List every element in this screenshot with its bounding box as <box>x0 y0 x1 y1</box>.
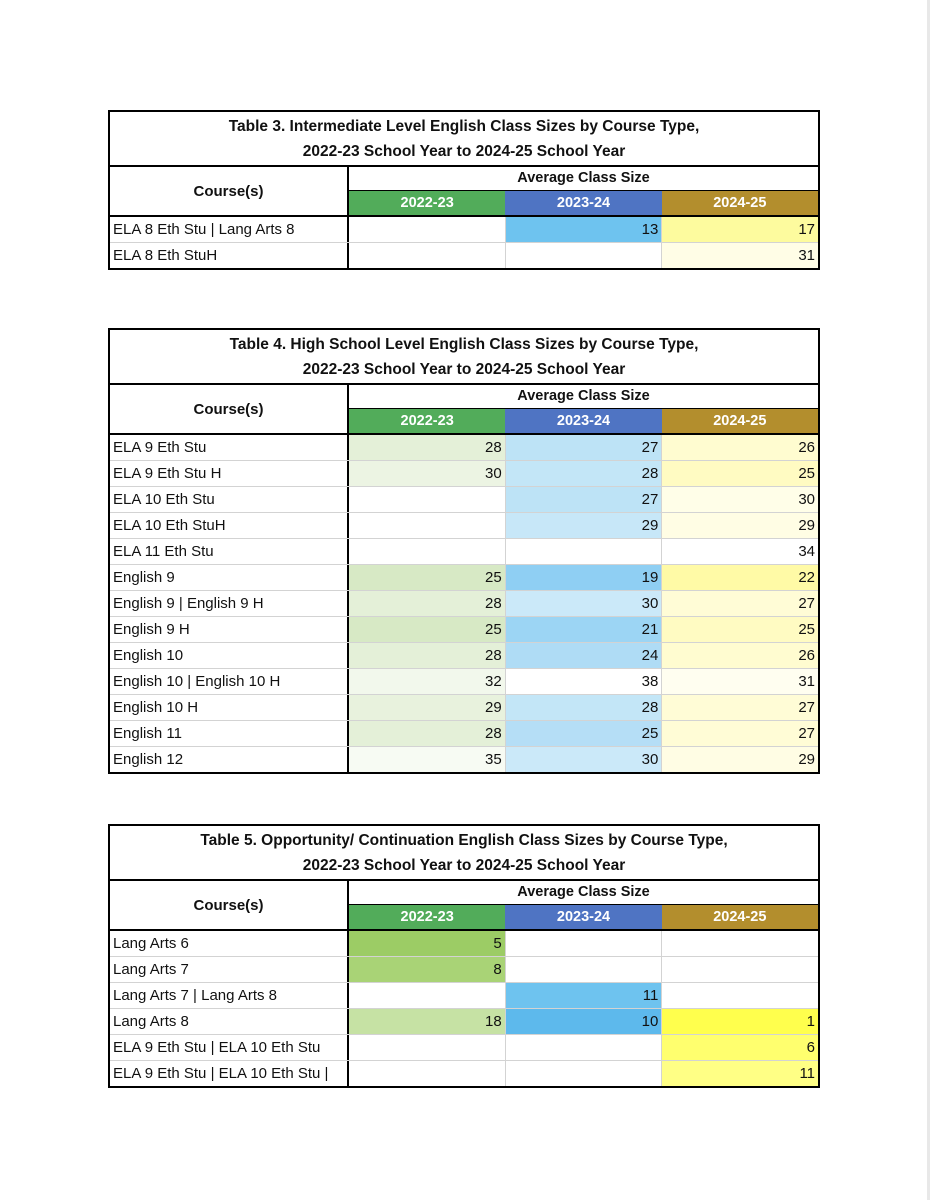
class-size-2023-24: 21 <box>505 617 662 642</box>
class-size-2022-23: 28 <box>349 721 505 746</box>
class-size-2022-23 <box>349 487 505 512</box>
class-size-2022-23: 25 <box>349 617 505 642</box>
class-size-2023-24: 27 <box>505 435 662 460</box>
class-size-2024-25: 27 <box>661 721 818 746</box>
table-row <box>110 435 818 460</box>
table-row <box>110 694 818 720</box>
class-size-2022-23: 25 <box>349 565 505 590</box>
course-name: English 10 H <box>110 695 349 720</box>
class-size-2024-25: 26 <box>661 643 818 668</box>
table-row <box>110 720 818 746</box>
year-header-row <box>349 191 818 215</box>
class-size-2024-25: 25 <box>661 461 818 486</box>
table-3 <box>108 110 820 270</box>
class-size-2022-23 <box>349 1061 505 1086</box>
table-title <box>110 330 818 385</box>
year-header-row <box>349 409 818 433</box>
class-size-2022-23: 28 <box>349 435 505 460</box>
class-size-2023-24: 30 <box>505 747 662 772</box>
class-size-2022-23: 8 <box>349 957 505 982</box>
class-size-2022-23 <box>349 243 505 268</box>
class-size-2024-25: 29 <box>661 747 818 772</box>
year-header-2024-25: 2024-25 <box>662 409 818 433</box>
table-title <box>110 826 818 881</box>
class-size-2024-25: 1 <box>661 1009 818 1034</box>
table-row <box>110 242 818 268</box>
class-size-2023-24 <box>505 539 662 564</box>
class-size-2022-23 <box>349 1035 505 1060</box>
year-header-2022-23: 2022-23 <box>349 191 505 215</box>
class-size-2024-25: 26 <box>661 435 818 460</box>
course-name: English 9 | English 9 H <box>110 591 349 616</box>
table-row <box>110 956 818 982</box>
class-size-2023-24: 28 <box>505 695 662 720</box>
table-header <box>110 385 818 435</box>
course-name: English 12 <box>110 747 349 772</box>
course-name: English 10 | English 10 H <box>110 669 349 694</box>
class-size-2024-25: 30 <box>661 487 818 512</box>
year-headers <box>349 881 818 929</box>
table-title-line-2: 2022-23 School Year to 2024-25 School Year <box>302 361 626 378</box>
course-name: ELA 8 Eth Stu | Lang Arts 8 <box>110 217 349 242</box>
year-header-2023-24: 2023-24 <box>505 905 661 929</box>
class-size-2022-23 <box>349 513 505 538</box>
table-row <box>110 564 818 590</box>
year-header-row <box>349 905 818 929</box>
year-header-2023-24: 2023-24 <box>505 191 661 215</box>
class-size-2024-25 <box>661 931 818 956</box>
table-row <box>110 931 818 956</box>
class-size-2024-25 <box>661 983 818 1008</box>
course-name: Lang Arts 7 | Lang Arts 8 <box>110 983 349 1008</box>
course-column-header: Course(s) <box>110 167 349 215</box>
table-row <box>110 982 818 1008</box>
class-size-2022-23 <box>349 217 505 242</box>
average-class-size-header: Average Class Size <box>349 881 818 905</box>
year-headers <box>349 385 818 433</box>
table-row <box>110 746 818 772</box>
table-title-line-2: 2022-23 School Year to 2024-25 School Year <box>302 143 626 160</box>
class-size-2022-23: 5 <box>349 931 505 956</box>
class-size-2024-25 <box>661 957 818 982</box>
class-size-2024-25: 25 <box>661 617 818 642</box>
year-header-2022-23: 2022-23 <box>349 409 505 433</box>
table-row <box>110 616 818 642</box>
class-size-2023-24 <box>505 1061 662 1086</box>
table-5 <box>108 824 820 1088</box>
class-size-2024-25: 31 <box>661 243 818 268</box>
year-header-2022-23: 2022-23 <box>349 905 505 929</box>
year-header-2023-24: 2023-24 <box>505 409 661 433</box>
class-size-2023-24: 24 <box>505 643 662 668</box>
class-size-2023-24 <box>505 243 662 268</box>
table-row <box>110 512 818 538</box>
class-size-2023-24: 30 <box>505 591 662 616</box>
class-size-2022-23: 28 <box>349 591 505 616</box>
class-size-2022-23: 29 <box>349 695 505 720</box>
course-name: Lang Arts 6 <box>110 931 349 956</box>
class-size-2022-23: 18 <box>349 1009 505 1034</box>
course-name: ELA 9 Eth Stu | ELA 10 Eth Stu <box>110 1035 349 1060</box>
table-header <box>110 881 818 931</box>
class-size-2024-25: 34 <box>661 539 818 564</box>
class-size-2023-24 <box>505 931 662 956</box>
table-row <box>110 590 818 616</box>
average-class-size-header: Average Class Size <box>349 167 818 191</box>
year-header-2024-25: 2024-25 <box>662 905 818 929</box>
class-size-2023-24: 25 <box>505 721 662 746</box>
class-size-2024-25: 27 <box>661 591 818 616</box>
class-size-2024-25: 29 <box>661 513 818 538</box>
course-name: ELA 9 Eth Stu <box>110 435 349 460</box>
class-size-2023-24: 13 <box>505 217 662 242</box>
table-row <box>110 486 818 512</box>
class-size-2023-24: 10 <box>505 1009 662 1034</box>
course-name: Lang Arts 8 <box>110 1009 349 1034</box>
course-name: ELA 11 Eth Stu <box>110 539 349 564</box>
class-size-2024-25: 11 <box>661 1061 818 1086</box>
table-row <box>110 1034 818 1060</box>
class-size-2023-24: 19 <box>505 565 662 590</box>
class-size-2022-23 <box>349 539 505 564</box>
table-row <box>110 642 818 668</box>
course-name: ELA 10 Eth Stu <box>110 487 349 512</box>
course-name: English 9 <box>110 565 349 590</box>
year-headers <box>349 167 818 215</box>
class-size-2022-23: 32 <box>349 669 505 694</box>
class-size-2024-25: 31 <box>661 669 818 694</box>
table-title-line-1: Table 4. High School Level English Class Sizes by Course Type, <box>229 336 699 353</box>
table-row <box>110 1060 818 1086</box>
average-class-size-header: Average Class Size <box>349 385 818 409</box>
course-name: ELA 9 Eth Stu | ELA 10 Eth Stu | <box>110 1061 349 1086</box>
course-name: ELA 10 Eth StuH <box>110 513 349 538</box>
course-name: ELA 8 Eth StuH <box>110 243 349 268</box>
course-name: English 9 H <box>110 617 349 642</box>
class-size-2023-24 <box>505 1035 662 1060</box>
class-size-2023-24: 29 <box>505 513 662 538</box>
class-size-2023-24: 28 <box>505 461 662 486</box>
class-size-2023-24: 11 <box>505 983 662 1008</box>
table-row <box>110 668 818 694</box>
table-row <box>110 538 818 564</box>
class-size-2023-24: 38 <box>505 669 662 694</box>
class-size-2022-23: 35 <box>349 747 505 772</box>
class-size-2024-25: 22 <box>661 565 818 590</box>
course-column-header: Course(s) <box>110 385 349 433</box>
table-header <box>110 167 818 217</box>
course-name: Lang Arts 7 <box>110 957 349 982</box>
table-title-line-1: Table 5. Opportunity/ Continuation English Class Sizes by Course Type, <box>200 832 728 849</box>
class-size-2024-25: 27 <box>661 695 818 720</box>
course-name: English 11 <box>110 721 349 746</box>
class-size-2023-24: 27 <box>505 487 662 512</box>
class-size-2024-25: 17 <box>661 217 818 242</box>
class-size-2022-23: 28 <box>349 643 505 668</box>
class-size-2022-23 <box>349 983 505 1008</box>
year-header-2024-25: 2024-25 <box>662 191 818 215</box>
course-column-header: Course(s) <box>110 881 349 929</box>
table-row <box>110 1008 818 1034</box>
table-title <box>110 112 818 167</box>
table-row <box>110 460 818 486</box>
table-row <box>110 217 818 242</box>
table-title-line-1: Table 3. Intermediate Level English Class Sizes by Course Type, <box>228 118 700 135</box>
course-name: ELA 9 Eth Stu H <box>110 461 349 486</box>
class-size-2024-25: 6 <box>661 1035 818 1060</box>
table-4 <box>108 328 820 774</box>
table-title-line-2: 2022-23 School Year to 2024-25 School Year <box>302 857 626 874</box>
course-name: English 10 <box>110 643 349 668</box>
class-size-2023-24 <box>505 957 662 982</box>
class-size-2022-23: 30 <box>349 461 505 486</box>
